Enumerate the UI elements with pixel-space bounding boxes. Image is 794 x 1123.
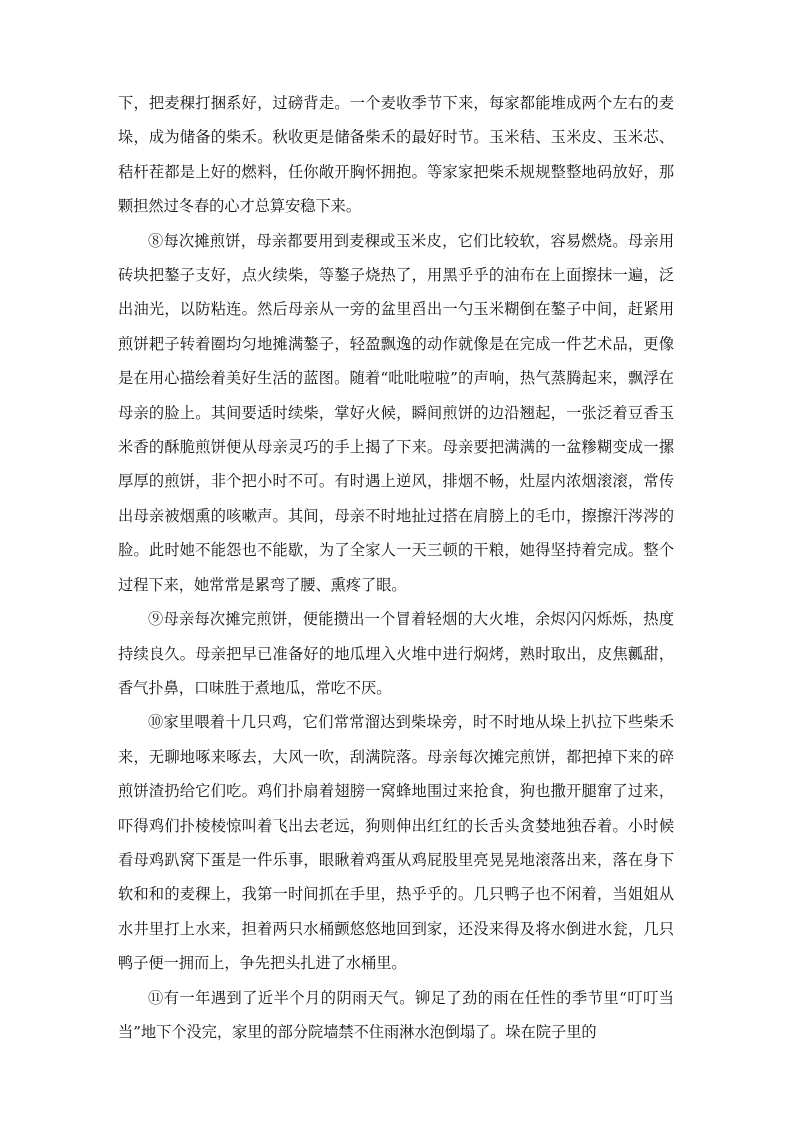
paragraph-continued: 下，把麦稞打捆系好，过磅背走。一个麦收季节下来，每家都能堆成两个左右的麦垛，成为储备的柴禾。秋收更是储备柴禾的最好时节。玉米秸、玉米皮、玉米芯、秸杆茬都是上好的燃料，任你敞开胸怀拥抱。等家家把柴禾规规整整地码放好，那颗担然过冬春的心才总算安稳下来。 xyxy=(118,94,674,216)
paragraph-9: ⑨母亲每次摊完煎饼，便能攒出一个冒着轻烟的大火堆，余烬闪闪烁烁，热度持续良久。母亲把早已准备好的地瓜埋入火堆中进行焖烤，熟时取出，皮焦瓤甜，香气扑鼻，口味胜于煮地瓜，常吃不厌。 xyxy=(118,610,674,697)
paragraph-10: ⑩家里喂着十几只鸡，它们常常溜达到柴垛旁，时不时地从垛上扒拉下些柴禾来，无聊地啄来啄去，大风一吹，刮满院落。母亲每次摊完煎饼，都把掉下来的碎煎饼渣扔给它们吃。鸡们扑扇着翅膀一窝蜂地围过来抢食，狗也撒开腿窜了过来，吓得鸡们扑棱棱惊叫着飞出去老远，狗则伸出红红的长舌头贪婪地独吞着。小时候看母鸡趴窝下蛋是一件乐事，眼瞅着鸡蛋从鸡屁股里亮晃晃地滚落出来，落在身下软和和的麦稞上，我第一时间抓在手里，热乎乎的。几只鸭子也不闲着，当姐姐从水井里打上水来，担着两只水桶颤悠悠地回到家，还没来得及将水倒进水瓮，几只鸭子便一拥而上，争先把头扎进了水桶里。 xyxy=(118,713,674,973)
paragraph-11: ⑪有一年遇到了近半个月的阴雨天气。铆足了劲的雨在任性的季节里“叮叮当当”地下个没完，家里的部分院墙禁不住雨淋水泡倒塌了。垛在院子里的 xyxy=(118,988,674,1041)
document-page xyxy=(118,86,674,1049)
paragraph-8: ⑧每次摊煎饼，母亲都要用到麦稞或玉米皮，它们比较软，容易燃烧。母亲用砖块把鏊子支好，点火续柴，等鏊子烧热了，用黑乎乎的油布在上面擦抹一遍，泛出油光，以防粘连。然后母亲从一旁的盆里舀出一勺玉米糊倒在鏊子中间，赶紧用煎饼耙子转着圈均匀地摊满鏊子，轻盈飘逸的动作就像是在完成一件艺术品，更像是在用心描绘着美好生活的蓝图。随着“吡吡啦啦”的声响，热气蒸腾起来，飘浮在母亲的脸上。其间要适时续柴，掌好火候，瞬间煎饼的边沿翘起，一张泛着豆香玉米香的酥脆煎饼便从母亲灵巧的手上揭了下来。母亲要把满满的一盆糁糊变成一摞厚厚的煎饼，非个把小时不可。有时遇上逆风，排烟不畅，灶屋内浓烟滚滚，常传出母亲被烟熏的咳嗽声。其间，母亲不时地扯过搭在肩膀上的毛巾，擦擦汗涔涔的脸。此时她不能怨也不能歇，为了全家人一天三顿的干粮，她得坚持着完成。整个过程下来，她常常是累弯了腰、熏疼了眼。 xyxy=(118,231,674,594)
